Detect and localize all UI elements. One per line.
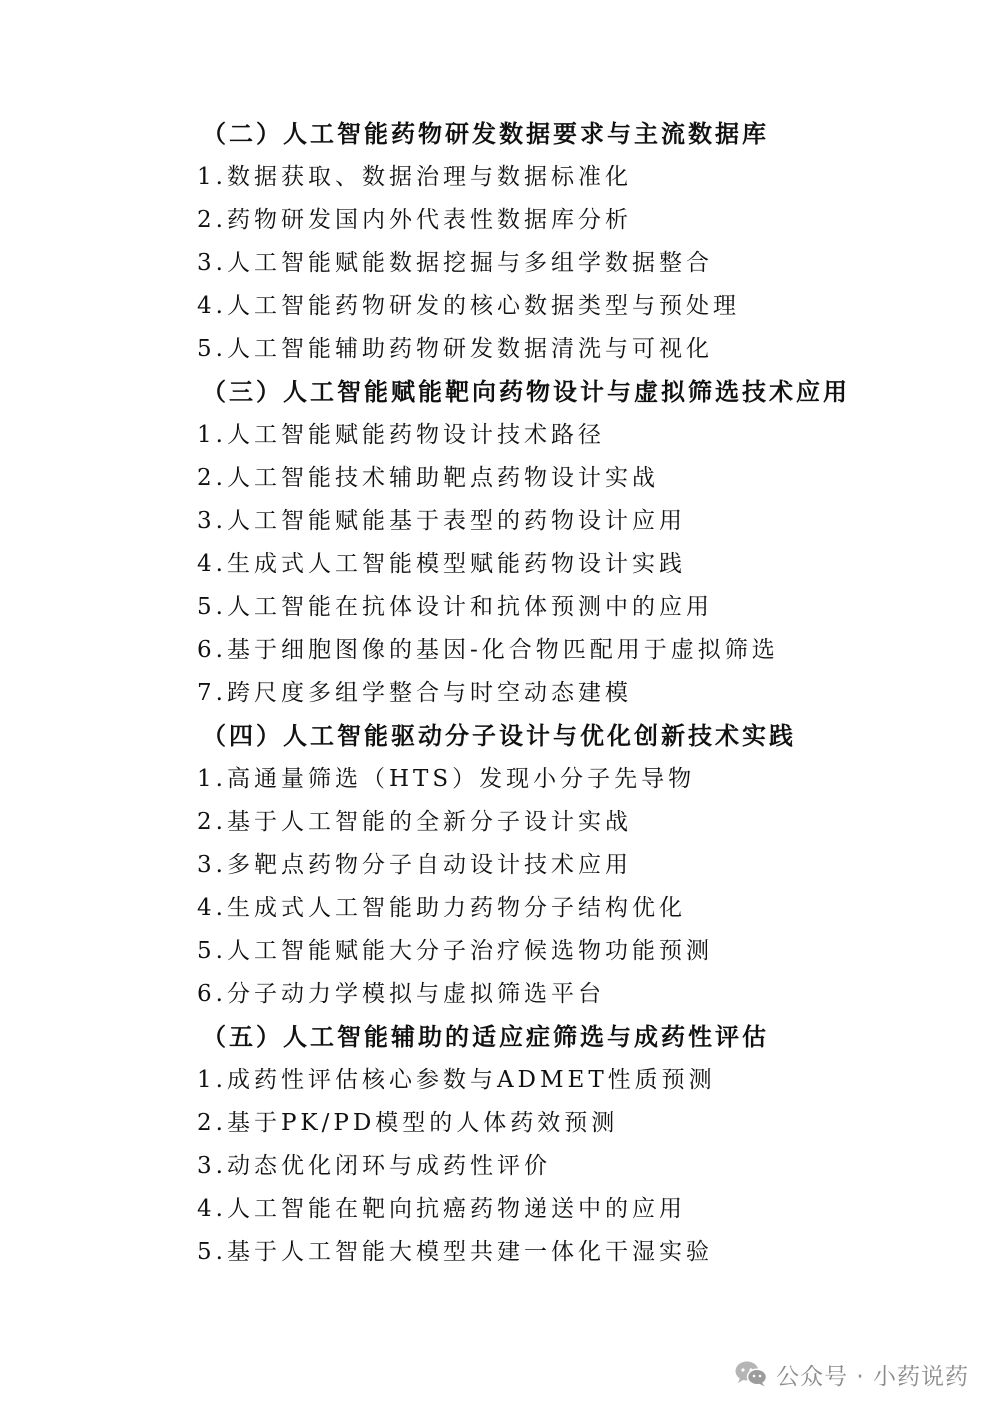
list-item: 3.多靶点药物分子自动设计技术应用 xyxy=(197,852,632,878)
list-item: 2.基于PK/PD模型的人体药效预测 xyxy=(197,1110,619,1136)
section-5 xyxy=(0,1016,999,1274)
list-item: 1.数据获取、数据治理与数据标准化 xyxy=(197,164,632,190)
watermark xyxy=(734,1356,969,1392)
section-heading: （四）人工智能驱动分子设计与优化创新技术实践 xyxy=(202,722,796,750)
watermark-text: 公众号 · 小药说药 xyxy=(776,1363,969,1390)
list-item: 7.跨尺度多组学整合与时空动态建模 xyxy=(197,680,632,706)
section-4 xyxy=(0,715,999,1016)
list-item: 2.基于人工智能的全新分子设计实战 xyxy=(197,809,632,835)
list-item: 3.人工智能赋能基于表型的药物设计应用 xyxy=(197,508,686,534)
list-item: 2.人工智能技术辅助靶点药物设计实战 xyxy=(197,465,659,491)
document-body xyxy=(0,113,999,1274)
list-item: 4.人工智能在靶向抗癌药物递送中的应用 xyxy=(197,1196,686,1222)
list-item: 3.人工智能赋能数据挖掘与多组学数据整合 xyxy=(197,250,713,276)
list-item: 5.基于人工智能大模型共建一体化干湿实验 xyxy=(197,1239,713,1265)
section-3 xyxy=(0,371,999,715)
list-item: 6.分子动力学模拟与虚拟筛选平台 xyxy=(197,981,605,1007)
list-item: 3.动态优化闭环与成药性评价 xyxy=(197,1153,551,1179)
list-item: 1.高通量筛选（HTS）发现小分子先导物 xyxy=(197,766,696,792)
list-item: 2.药物研发国内外代表性数据库分析 xyxy=(197,207,632,233)
list-item: 1.人工智能赋能药物设计技术路径 xyxy=(197,422,605,448)
list-item: 5.人工智能在抗体设计和抗体预测中的应用 xyxy=(197,594,713,620)
section-heading: （三）人工智能赋能靶向药物设计与虚拟筛选技术应用 xyxy=(202,378,850,406)
list-item: 4.生成式人工智能模型赋能药物设计实践 xyxy=(197,551,686,577)
section-heading: （二）人工智能药物研发数据要求与主流数据库 xyxy=(202,120,769,148)
list-item: 1.成药性评估核心参数与ADMET性质预测 xyxy=(197,1067,716,1093)
list-item: 4.生成式人工智能助力药物分子结构优化 xyxy=(197,895,686,921)
list-item: 5.人工智能赋能大分子治疗候选物功能预测 xyxy=(197,938,713,964)
list-item: 4.人工智能药物研发的核心数据类型与预处理 xyxy=(197,293,740,319)
list-item: 5.人工智能辅助药物研发数据清洗与可视化 xyxy=(197,336,713,362)
list-item: 6.基于细胞图像的基因-化合物匹配用于虚拟筛选 xyxy=(197,637,779,663)
wechat-icon xyxy=(734,1360,768,1388)
section-2 xyxy=(0,113,999,371)
section-heading: （五）人工智能辅助的适应症筛选与成药性评估 xyxy=(202,1023,769,1051)
